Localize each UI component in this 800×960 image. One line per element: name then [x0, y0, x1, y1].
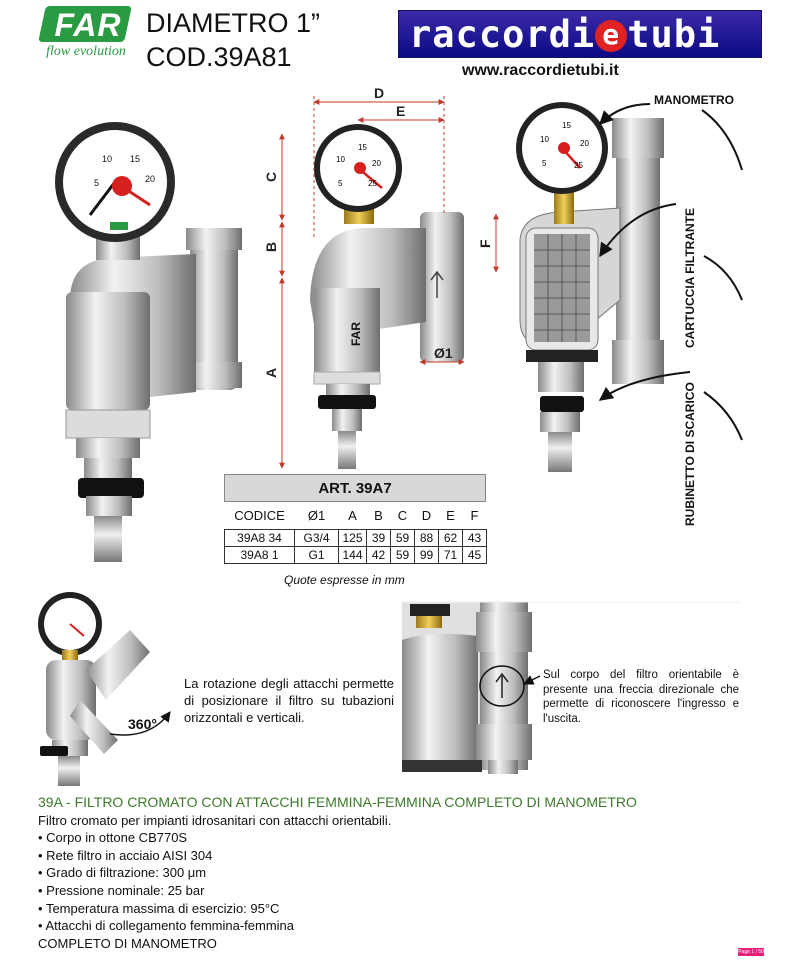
table-cell: 62 — [439, 530, 463, 547]
table-note: Quote espresse in mm — [284, 573, 405, 587]
filter-photo — [55, 122, 242, 562]
dim-label-d: D — [374, 85, 385, 101]
svg-text:5: 5 — [94, 178, 100, 188]
col-header-phi1: Ø1 — [307, 508, 326, 523]
dim-label-c: C — [263, 171, 279, 182]
table-cell: 43 — [463, 530, 487, 547]
arrow-text: Sul corpo del filtro orientabile è presente una freccia direzionale che permette di riconoscere l'ingresso e l'uscita. — [543, 669, 739, 725]
svg-text:25: 25 — [368, 179, 377, 188]
description-title: 39A - FILTRO CROMATO CON ATTACCHI FEMMINA-FEMMINA COMPLETO DI MANOMETRO — [38, 794, 637, 810]
col-header-c: C — [397, 508, 408, 523]
list-item: • Corpo in ottone CB770S — [38, 829, 778, 847]
table-cell: 125 — [339, 530, 367, 547]
filter-cross-section — [516, 102, 664, 472]
list-item: • Grado di filtrazione: 300 μm — [38, 864, 778, 882]
far-tagline: flow evolution — [46, 44, 126, 59]
col-header-a: A — [348, 508, 357, 523]
callout-manometro: MANOMETRO — [654, 93, 734, 107]
dim-label-b: B — [263, 241, 279, 252]
list-item: • Attacchi di collegamento femmina-femmina — [38, 917, 778, 935]
svg-text:5: 5 — [338, 179, 343, 188]
table-cell: G3/4 — [295, 530, 339, 547]
svg-text:15: 15 — [358, 143, 367, 152]
svg-text:20: 20 — [145, 174, 156, 184]
body-far-mark: FAR — [349, 322, 363, 346]
svg-text:5: 5 — [542, 159, 547, 168]
shop-banner-e-badge: e — [595, 20, 627, 52]
col-header-codice: CODICE — [234, 508, 285, 523]
list-item: • Temperatura massima di esercizio: 95°C — [38, 900, 778, 918]
callout-rubinetto: RUBINETTO DI SCARICO — [683, 382, 697, 526]
table-cell: G1 — [295, 547, 339, 564]
page-stamp: Page 1 / 50 — [738, 949, 764, 955]
table-cell: 39A8 1 — [225, 547, 295, 564]
filter-dimension-drawing — [310, 124, 464, 469]
shop-banner-text: raccordi e tubi — [409, 13, 721, 56]
table-cell: 99 — [415, 547, 439, 564]
table-title: ART. 39A7 — [224, 474, 486, 502]
dim-label-a: A — [263, 367, 279, 378]
table-cell: 45 — [463, 547, 487, 564]
table-cell: 39 — [367, 530, 391, 547]
table-row — [225, 530, 487, 547]
list-item: • Pressione nominale: 25 bar — [38, 882, 778, 900]
list-item: • Rete filtro in acciaio AISI 304 — [38, 847, 778, 865]
svg-text:10: 10 — [336, 155, 345, 164]
table-cell: 144 — [339, 547, 367, 564]
description-intro: Filtro cromato per impianti idrosanitari con attacchi orientabili. — [38, 812, 392, 828]
table-cell: 59 — [391, 530, 415, 547]
col-header-f: F — [470, 508, 479, 523]
shop-url: www.raccordietubi.it — [462, 62, 619, 79]
rotation-text: La rotazione degli attacchi permette di posizionare il filtro su tubazioni orizzontali e verticali. — [184, 676, 394, 725]
dim-label-f: F — [477, 239, 493, 248]
dim-label-e: E — [396, 103, 406, 119]
col-header-d: D — [421, 508, 432, 523]
product-description — [38, 794, 778, 952]
table-cell: 39A8 34 — [225, 530, 295, 547]
page-title-code: COD.39A81 — [146, 42, 292, 72]
description-footer: COMPLETO DI MANOMETRO — [38, 935, 217, 951]
table-header-row — [225, 508, 487, 530]
svg-text:10: 10 — [540, 135, 549, 144]
svg-text:20: 20 — [580, 139, 589, 148]
table-row — [225, 547, 487, 564]
svg-text:10: 10 — [102, 154, 113, 164]
col-header-b: B — [374, 508, 383, 523]
col-header-e: E — [446, 508, 455, 523]
far-logo-text: FAR — [54, 7, 122, 43]
svg-text:20: 20 — [372, 159, 381, 168]
svg-text:25: 25 — [574, 161, 583, 170]
table-cell: 59 — [391, 547, 415, 564]
table-cell: 88 — [415, 530, 439, 547]
page-title-diameter: DIAMETRO 1” — [146, 8, 321, 38]
svg-text:15: 15 — [130, 154, 141, 164]
table-cell: 71 — [439, 547, 463, 564]
spec-table — [224, 508, 487, 564]
svg-text:15: 15 — [562, 121, 571, 130]
callout-cartuccia: CARTUCCIA FILTRANTE — [683, 208, 697, 348]
table-cell: 42 — [367, 547, 391, 564]
dim-label-phi1: Ø1 — [434, 345, 453, 361]
filter-rotation-photo — [38, 592, 170, 786]
rotation-degrees: 360° — [128, 716, 157, 732]
